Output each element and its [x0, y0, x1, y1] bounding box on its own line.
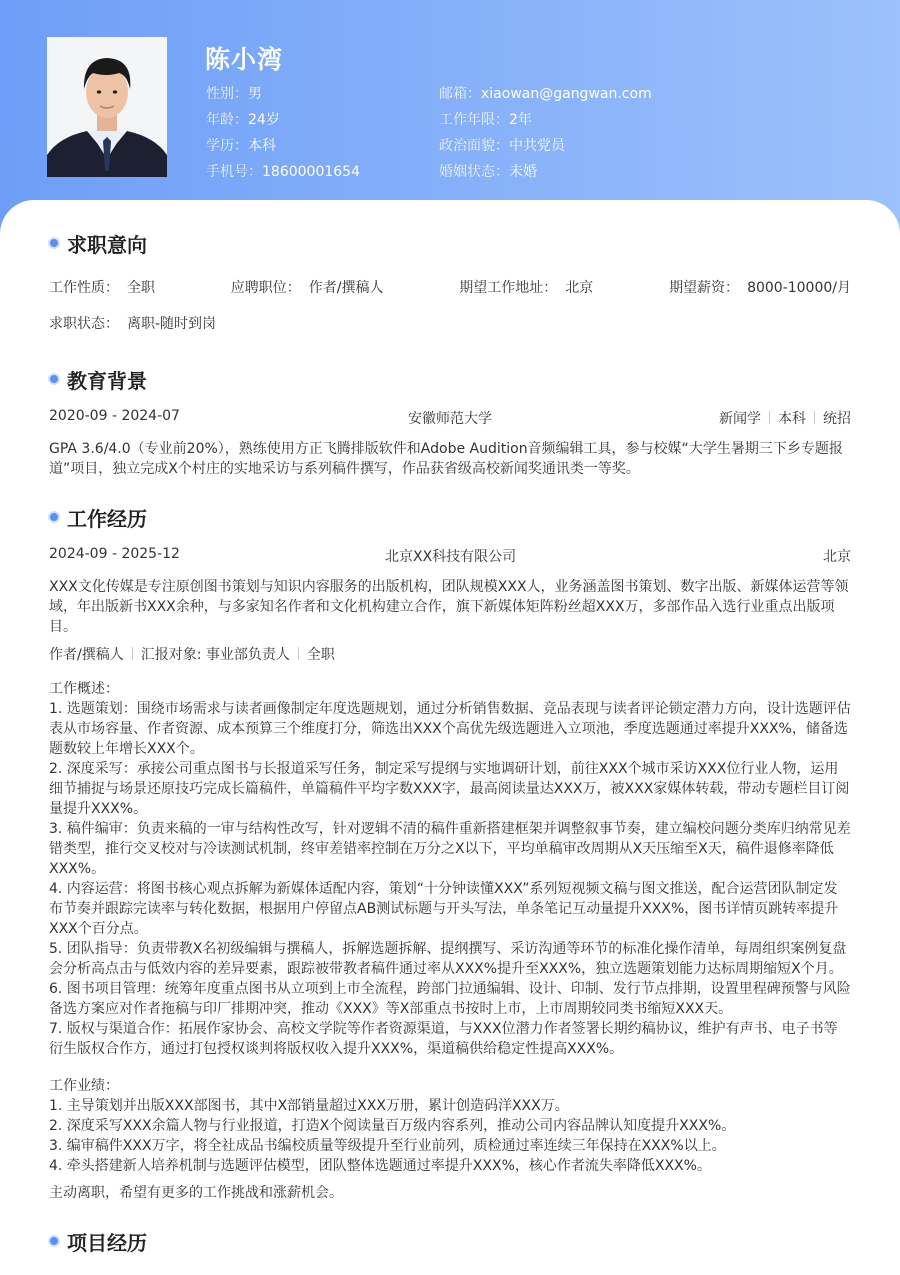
result-item: 3. 编审稿件XXX万字，将全社成品书编校质量等级提升至行业前列，质检通过率连续三年保持在XXX%以上。: [49, 1138, 726, 1154]
applied-position: 应聘职位： 作者/撰稿人: [230, 280, 384, 296]
job-search-status: 求职状态： 离职-随时到岗: [49, 316, 217, 332]
section-bullet-icon: [48, 1235, 60, 1247]
education-row: [49, 408, 851, 428]
section-title-intent: 求职意向: [48, 230, 147, 256]
overview-item: 7. 版权与渠道合作：拓展作家协会、高校文学院等作者资源渠道，与XXX位潜力作者签署长期约稿协议，维护有声书、电子书等衍生版权合作方，通过打包授权谈判将版权收入提升XXX%，渠道稿供给稳定性提高XXX%。: [49, 1021, 838, 1057]
education-date: 2020-09 - 2024-07: [49, 408, 180, 424]
intent-row: [49, 277, 851, 297]
section-title-work: 工作经历: [48, 504, 147, 530]
education-description: GPA 3.6/4.0（专业前20%），熟练使用方正飞腾排版软件和Adobe Audition音频编辑工具，参与校媒“大学生暑期三下乡专题报道”项目，独立完成X个村庄的实地采访与系列稿件撰写，作品获省级高校新闻奖通讯类一等奖。: [49, 441, 843, 477]
section-title-project: 项目经历: [48, 1228, 147, 1254]
overview-item: 3. 稿件编审：负责来稿的一审与结构性改写，针对逻辑不清的稿件重新搭建框架并调整叙事节奏，建立编校问题分类库归纳常见差错类型，推行交叉校对与冷读测试机制，终审差错率控制在万分之X以下，平均单稿审改周期从X天压缩至X天，稿件退修率降低XXX%。: [49, 821, 851, 877]
overview-item: 6. 图书项目管理：统筹年度重点图书从立项到上市全流程，跨部门拉通编辑、设计、印制、发行节点排期，设置里程碑预警与风险备选方案应对作者拖稿与印厂排期冲突，推动《XXX》等X部重点书按时上市，上市周期较同类书缩短XXX天。: [49, 981, 851, 1017]
work-row: [49, 546, 851, 566]
result-item: 2. 深度采写XXX余篇人物与行业报道，打造X个阅读量百万级内容系列，推动公司内容品牌认知度提升XXX%。: [49, 1118, 736, 1134]
overview-item: 2. 深度采写：承接公司重点图书与长报道采写任务，制定采写提纲与实地调研计划，前往XXX个城市采访XXX位行业人物，运用细节捕捉与场景还原技巧完成长篇稿件，单篇稿件平均字数XXX字，最高阅读量达XXX万，被XXX家媒体转载，带动专题栏目订阅量提升XXX%。: [49, 761, 850, 817]
work-years-row: 工作年限：2年: [439, 112, 532, 128]
result-item: 1. 主导策划并出版XXX部图书，其中X部销量超过XXX万册，累计创造码洋XXX万。: [49, 1098, 569, 1114]
education-school: 安徽师范大学: [408, 411, 492, 427]
work-date: 2024-09 - 2025-12: [49, 546, 180, 562]
education-meta: 新闻学 本科 统招: [719, 411, 851, 427]
work-overview: 工作概述： 1. 选题策划：围绕市场需求与读者画像制定年度选题规划，通过分析销售数据、竞品表现与读者评论锁定潜力方向，设计选题评估表从市场容量、作者资源、成本预算三个维度打分，筛选出XXX个高优先级选题进入立项池，季度选题通过率提升XXX%，储备选题数较上年增长XXX个。 2. 深度采写：承接公司重点图书与长报道采写任务，制定采写提纲与实地调研计划，前往XXX个城市采访XXX位行业人物，运用细节捕捉与场景还原技巧完成长篇稿件，单篇稿件平均字数XXX字，最高阅读量达XXX万，被XXX家媒体转载，带动专题栏目订阅量提升XXX%。 3. 稿件编审：负责来稿的一审与结构性改写，针对逻辑不清的稿件重新搭建框架并调整叙事节奏，建立编校问题分类库归纳常见差错类型，推行交叉校对与冷读测试机制，终审差错率控制在万分之X以下，平均单稿审改周期从X天压缩至X天，稿件退修率降低XXX%。 4. 内容运营：将图书核心观点拆解为新媒体适配内容，策划“十分钟读懂XXX”系列短视频文稿与图文推送，配合运营团队制定发布节奏并跟踪完读率与转化数据，根据用户停留点AB测试标题与开头写法，单条笔记互动量提升XXX%，图书详情页跳转率提升XXX个百分点。 5. 团队指导：负责带教X名初级编辑与撰稿人，拆解选题拆解、提纲撰写、采访沟通等环节的标准化操作清单，每周组织案例复盘会分析高点击与低效内容的差异要素，跟踪被带教者稿件通过率从XXX%提升至XXX%，独立选题策划能力达标周期缩短X个月。 6. 图书项目管理：统筹年度重点图书从立项到上市全流程，跨部门拉通编辑、设计、印制、发行节点排期，设置里程碑预警与风险备选方案应对作者拖稿与印厂排期冲突，推动《XXX》等X部重点书按时上市，上市周期较同类书缩短XXX天。 7. 版权与渠道合作：拓展作家协会、高校文学院等作者资源渠道，与XXX位潜力作者签署长期约稿协议，维护有声书、电子书等衍生版权合作方，通过打包授权谈判将版权收入提升XXX%，渠道稿供给稳定性提高XXX%。: [49, 681, 851, 1057]
job-type: 工作性质： 全职: [49, 280, 155, 296]
section-bullet-icon: [48, 237, 60, 249]
phone-row: 手机号：18600001654: [206, 164, 360, 180]
section-title-education: 教育背景: [48, 366, 147, 392]
profile-photo: [47, 37, 167, 177]
overview-item: 5. 团队指导：负责带教X名初级编辑与撰稿人，拆解选题拆解、提纲撰写、采访沟通等环节的标准化操作清单，每周组织案例复盘会分析高点击与低效内容的差异要素，跟踪被带教者稿件通过率从XXX%提升至XXX%，独立选题策划能力达标周期缩短X个月。: [49, 941, 847, 977]
work-city: 北京: [823, 549, 851, 565]
gender-row: 性别：男: [206, 86, 262, 102]
company-description: XXX文化传媒是专注原创图书策划与知识内容服务的出版机构，团队规模XXX人，业务涵盖图书策划、数字出版、新媒体运营等领域，年出版新书XXX余种，与多家知名作者和文化机构建立合作，旗下新媒体矩阵粉丝超XXX万，多部作品入选行业重点出版项目。: [49, 579, 849, 635]
leave-reason: 主动离职，希望有更多的工作挑战和涨薪机会。: [49, 1185, 343, 1201]
basic-info-right: [439, 83, 652, 187]
overview-item: 1. 选题策划：围绕市场需求与读者画像制定年度选题规划，通过分析销售数据、竞品表现与读者评论锁定潜力方向，设计选题评估表从市场容量、作者资源、成本预算三个维度打分，筛选出XXX个高优先级选题进入立项池，季度选题通过率提升XXX%，储备选题数较上年增长XXX个。: [49, 701, 851, 757]
political-status-row: 政治面貌：中共党员: [439, 138, 565, 154]
overview-item: 4. 内容运营：将图书核心观点拆解为新媒体适配内容，策划“十分钟读懂XXX”系列短视频文稿与图文推送，配合运营团队制定发布节奏并跟踪完读率与转化数据，根据用户停留点AB测试标题与开头写法，单条笔记互动量提升XXX%，图书详情页跳转率提升XXX个百分点。: [49, 881, 839, 937]
resume-body: [0, 200, 900, 1275]
marital-status-row: 婚姻状态：未婚: [439, 164, 537, 180]
section-bullet-icon: [48, 373, 60, 385]
work-company: 北京XX科技有限公司: [385, 549, 517, 565]
expected-location: 期望工作地址： 北京: [459, 280, 594, 296]
candidate-name: 陈小湾: [205, 45, 284, 74]
work-role-row: 作者/撰稿人 汇报对象: 事业部负责人 全职: [49, 647, 335, 663]
education-level-row: 学历：本科: [206, 138, 276, 154]
email-row: 邮箱：xiaowan@gangwan.com: [439, 86, 652, 102]
result-item: 4. 牵头搭建新人培养机制与选题评估模型，团队整体选题通过率提升XXX%，核心作者流失率降低XXX%。: [49, 1158, 711, 1174]
expected-salary: 期望薪资： 8000-10000/月: [669, 280, 851, 296]
resume-header: [0, 0, 900, 230]
section-bullet-icon: [48, 511, 60, 523]
age-row: 年龄：24岁: [206, 112, 280, 128]
work-results: 工作业绩： 1. 主导策划并出版XXX部图书，其中X部销量超过XXX万册，累计创造码洋XXX万。 2. 深度采写XXX余篇人物与行业报道，打造X个阅读量百万级内容系列，推动公司内容品牌认知度提升XXX%。 3. 编审稿件XXX万字，将全社成品书编校质量等级提升至行业前列，质检通过率连续三年保持在XXX%以上。 4. 牵头搭建新人培养机制与选题评估模型，团队整体选题通过率提升XXX%，核心作者流失率降低XXX%。: [49, 1076, 851, 1176]
basic-info-left: [206, 83, 360, 187]
